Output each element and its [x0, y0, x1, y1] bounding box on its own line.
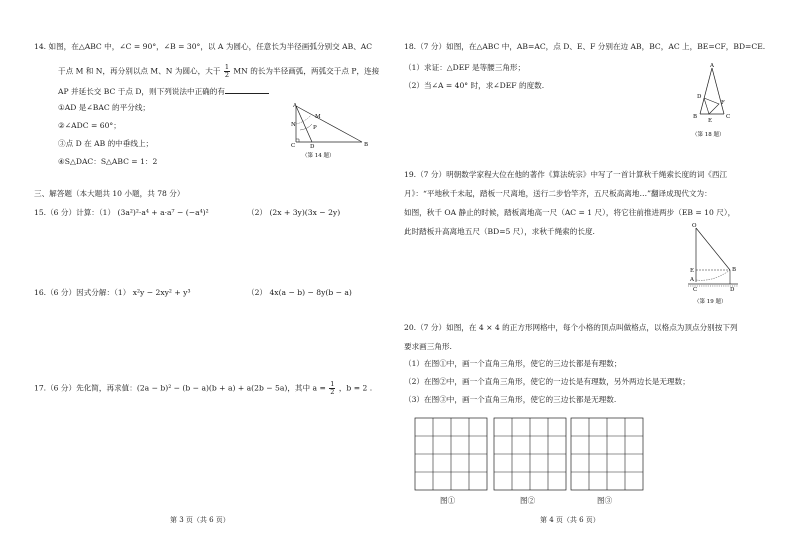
- fig14-label-n: N: [291, 122, 296, 128]
- fig19-label-d: D: [730, 287, 735, 293]
- grid-2-label: 图②: [520, 496, 536, 505]
- q16-p2: [247, 288, 352, 298]
- fig18-label-e: E: [708, 118, 713, 124]
- q20-part3: （3）在图③中，画一个直角三角形，使它的三边长都是无理数.: [404, 395, 617, 404]
- q14-line2-pre: 于点 M 和 N，再分别以点 M、N 为圆心，大于: [58, 66, 221, 76]
- q20-part2: （2）在图②中，画一个直角三角形，使它的一边长是有理数，另外两边长是无理数；: [404, 377, 690, 386]
- q15-p1-expr: (3a²)²·a⁴ + a·a⁷ − (−a⁴)²: [117, 208, 209, 217]
- q15-p2: [247, 208, 340, 218]
- fig19-label-c: C: [693, 287, 698, 293]
- q16-p1-label: （1）: [114, 288, 131, 297]
- q14-line2: [58, 64, 379, 79]
- q18-figure: [690, 64, 750, 144]
- right-page-footer: 第 4 页（共 6 页）: [540, 516, 600, 524]
- q17-expr: (2a − b)² − (b − a)(b + a) + a(2b − 5a)，其中: [136, 383, 311, 393]
- q14-fraction-den: 2: [224, 71, 229, 79]
- fig19-label-a: A: [690, 277, 694, 283]
- q14-line3-text: AP 并延长交 BC 于点 D，则下列说法中正确的有: [58, 87, 225, 96]
- q16-p2-label: （2）: [247, 288, 268, 297]
- fig19-label-o: O: [692, 223, 697, 229]
- q17-fraction: [329, 381, 335, 396]
- grid-1-label: 图①: [440, 496, 456, 505]
- q20-part1: （1）在图①中，画一个直角三角形，使它的三边长都是有理数；: [404, 359, 622, 368]
- grid-2[interactable]: [494, 418, 568, 492]
- grid-1[interactable]: [415, 418, 489, 492]
- q15: [34, 208, 209, 218]
- q19-line4: 此时踏板升高离地五尺（BD=5 尺），求秋千绳索的长度.: [404, 227, 595, 236]
- fig19-caption: （第 19 题）: [694, 299, 727, 305]
- q14-line1: 14. 如图，在△ABC 中，∠C = 90°，∠B = 30°，以 A 为圆心，任意长为半径画弧分别交 AB、AC: [34, 42, 373, 51]
- fig14-caption: （第 14 题）: [302, 153, 335, 159]
- q16-lead: 16.（6 分）因式分解：: [34, 288, 115, 297]
- q17-lead: 17.（6 分）先化简，再求值：: [34, 383, 137, 393]
- q15-p2-label: （2）: [247, 208, 268, 217]
- q14-option-2: ②∠ADC = 60°；: [58, 121, 121, 130]
- fig18-label-c: C: [726, 114, 731, 120]
- q19-line2: 月》：“平地秋千未起，踏板一尺离地，送行二步恰竿齐，五尺板高离地…”翻译成现代文为：: [404, 189, 712, 198]
- q14-answer-blank[interactable]: [225, 86, 269, 94]
- left-page-footer: 第 3 页（共 6 页）: [170, 516, 230, 524]
- grid-3[interactable]: [571, 418, 645, 492]
- fig14-label-b: B: [364, 142, 369, 148]
- q17-cond-post: ，b = 2 .: [338, 383, 373, 393]
- q17: [34, 381, 372, 396]
- q20-line1: 20.（7 分）如图，在 4 × 4 的正方形网格中，每个小格的顶点叫做格点，以格点为顶点分别按下列: [404, 323, 738, 332]
- q14-option-4: ④S△DAC：S△ABC = 1：2: [58, 157, 158, 166]
- fig14-label-m: M: [315, 114, 321, 120]
- q16-p1-expr: x²y − 2xy² + y³: [132, 288, 191, 297]
- q16-p2-expr: 4x(a − b) − 8y(b − a): [269, 288, 352, 297]
- fig18-caption: （第 18 题）: [692, 132, 725, 138]
- q14-option-1: ①AD 是∠BAC 的平分线；: [58, 103, 151, 112]
- q14-line3: [58, 86, 269, 97]
- q15-lead: 15.（6 分）计算：: [34, 208, 99, 217]
- q15-p1-label: （1）: [98, 208, 116, 217]
- fig14-label-a: A: [293, 103, 297, 109]
- q14-figure: [288, 104, 378, 164]
- q19-figure: [686, 222, 756, 312]
- q19-line1: 19.（7 分）明朝数学家程大位在他的著作《算法统宗》中写了一首计算秋千绳索长度的词《西江: [404, 170, 728, 179]
- fig19-label-e: E: [690, 268, 695, 274]
- fig14-label-c: C: [291, 143, 296, 149]
- q17-fraction-den: 2: [330, 388, 335, 396]
- q14-fraction: [224, 64, 230, 79]
- q18-part1: （1）求证：△DEF 是等腰三角形；: [404, 63, 526, 72]
- fig18-label-d: D: [697, 94, 702, 100]
- q18-part2: （2）当∠A = 40° 时，求∠DEF 的度数.: [404, 81, 545, 90]
- grid-3-label: 图③: [597, 496, 613, 505]
- fig18-label-f: F: [721, 100, 725, 106]
- fig14-label-p: P: [313, 125, 317, 131]
- q17-cond-pre: a =: [312, 383, 326, 393]
- q18-line1: 18.（7 分）如图，在△ABC 中，AB=AC，点 D、E、F 分别在边 AB，BC，AC 上，BE=CF，BD=CE.: [404, 42, 766, 51]
- q14-line2-post: MN 的长为半径画弧，两弧交于点 P，连接: [233, 66, 380, 76]
- q16: [34, 288, 191, 298]
- fig18-label-a: A: [710, 63, 714, 69]
- section-heading: 三、解答题（本大题共 10 小题，共 78 分）: [34, 189, 185, 198]
- q14-option-3: ③点 D 在 AB 的中垂线上；: [58, 139, 154, 148]
- q19-line3: 如图，秋千 OA 静止的时候，踏板离地高一尺（AC = 1 尺），将它往前推进两步（EB = 10 尺），: [404, 208, 736, 217]
- q14-fraction-num: 1: [224, 63, 229, 71]
- fig14-label-d: D: [310, 144, 315, 150]
- fig19-label-b: B: [732, 267, 737, 273]
- fig18-label-b: B: [693, 114, 698, 120]
- q17-fraction-num: 1: [330, 380, 335, 388]
- q15-p2-expr: (2x + 3y)(3x − 2y): [269, 208, 341, 217]
- q20-line2: 要求画三角形.: [404, 342, 452, 351]
